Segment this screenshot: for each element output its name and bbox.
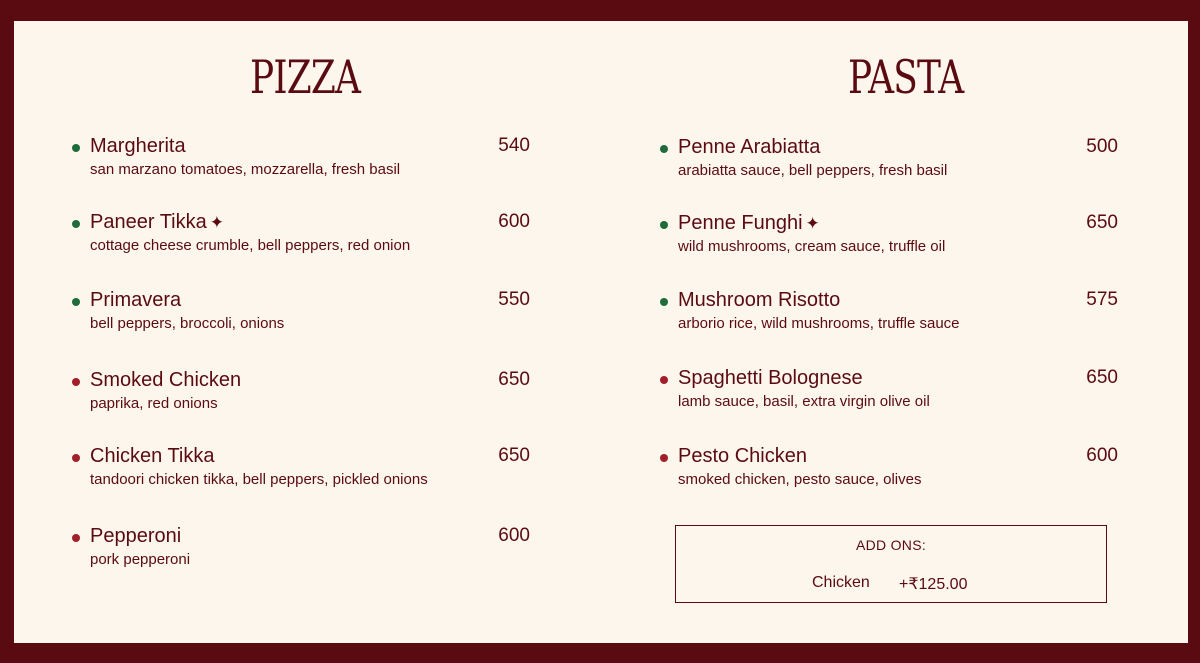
- addon-price: +₹125.00: [899, 576, 968, 593]
- veg-indicator-icon: [660, 298, 668, 306]
- item-description: cottage cheese crumble, bell peppers, red onion: [90, 237, 411, 254]
- item-price: 540: [498, 135, 530, 156]
- pizza-title: PIZZA: [250, 50, 361, 104]
- menu-item: [658, 367, 1118, 417]
- item-name: Spaghetti Bolognese: [678, 367, 863, 389]
- star-icon: ✦: [209, 213, 224, 232]
- nonveg-indicator-icon: [72, 378, 80, 386]
- menu-item: [70, 135, 530, 185]
- item-name: Mushroom Risotto: [678, 289, 841, 311]
- addons-box: [675, 525, 1107, 603]
- item-description: lamb sauce, basil, extra virgin olive oil: [678, 393, 930, 410]
- item-name: Pepperoni: [90, 525, 182, 547]
- item-description: paprika, red onions: [90, 395, 218, 412]
- item-name: Penne Arabiatta: [678, 136, 821, 158]
- item-description: wild mushrooms, cream sauce, truffle oil: [678, 238, 946, 255]
- menu-item: [70, 289, 530, 339]
- item-name: Smoked Chicken: [90, 369, 242, 391]
- menu-item: [658, 212, 1118, 262]
- item-price: 550: [498, 289, 530, 310]
- item-description: bell peppers, broccoli, onions: [90, 315, 285, 332]
- item-price: 600: [498, 525, 530, 546]
- item-price: 650: [1086, 212, 1118, 233]
- item-name: Margherita: [90, 135, 186, 157]
- item-description: arabiatta sauce, bell peppers, fresh basil: [678, 162, 948, 179]
- item-name: Paneer Tikka ✦: [90, 211, 224, 233]
- item-name: Penne Funghi ✦: [678, 212, 820, 234]
- menu-item: [70, 445, 530, 495]
- menu-item: [658, 289, 1118, 339]
- item-description: arborio rice, wild mushrooms, truffle sauce: [678, 315, 960, 332]
- nonveg-indicator-icon: [72, 454, 80, 462]
- menu-item: [70, 369, 530, 419]
- nonveg-indicator-icon: [660, 454, 668, 462]
- item-price: 650: [1086, 367, 1118, 388]
- veg-indicator-icon: [72, 298, 80, 306]
- item-description: pork pepperoni: [90, 551, 191, 568]
- item-price: 500: [1086, 136, 1118, 157]
- menu-item: [658, 445, 1118, 495]
- veg-indicator-icon: [660, 145, 668, 153]
- addons-title: ADD ONS:: [855, 537, 927, 553]
- menu-sheet: [14, 21, 1188, 643]
- pasta-title: PASTA: [848, 50, 964, 104]
- item-name: Pesto Chicken: [678, 445, 807, 467]
- addon-name: Chicken: [812, 574, 870, 591]
- item-description: smoked chicken, pesto sauce, olives: [678, 471, 922, 488]
- item-name: Primavera: [90, 289, 182, 311]
- item-price: 600: [1086, 445, 1118, 466]
- item-price: 600: [498, 211, 530, 232]
- item-price: 650: [498, 445, 530, 466]
- nonveg-indicator-icon: [72, 534, 80, 542]
- veg-indicator-icon: [72, 144, 80, 152]
- nonveg-indicator-icon: [660, 376, 668, 384]
- item-price: 575: [1086, 289, 1118, 310]
- veg-indicator-icon: [72, 220, 80, 228]
- item-name: Chicken Tikka: [90, 445, 215, 467]
- item-description: san marzano tomatoes, mozzarella, fresh basil: [90, 161, 401, 178]
- item-description: tandoori chicken tikka, bell peppers, pickled onions: [90, 471, 428, 488]
- menu-item: [658, 136, 1118, 186]
- star-icon: ✦: [805, 214, 820, 233]
- veg-indicator-icon: [660, 221, 668, 229]
- menu-item: [70, 211, 530, 261]
- menu-item: [70, 525, 530, 575]
- item-price: 650: [498, 369, 530, 390]
